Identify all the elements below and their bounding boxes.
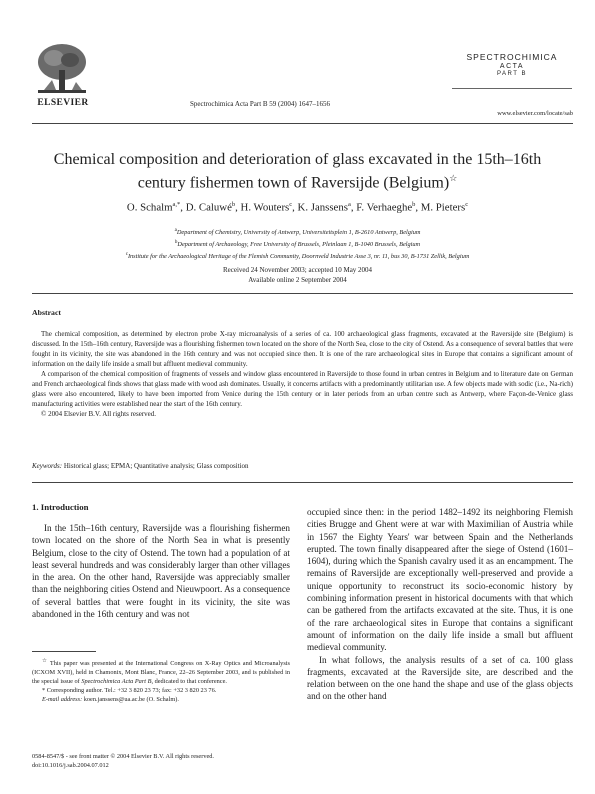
paper-title <box>40 150 555 192</box>
affiliation-item <box>40 238 555 250</box>
keywords-label: Keywords: <box>32 462 63 470</box>
body-paragraph: In the 15th–16th century, Raversijde was a flourishing fishermen town located on the shore of the North Sea in what is presently Belgium, close to the city of Ostend. The town had a population of at least several hundreds and was considerably larger than other villages in the area. On the other hand, Raversijde was appreciably smaller than the neighboring cities Ostend and Nieuwpoort. As a consequence of several battles that were fought in its vicinity, the site was abandoned in the 16th century and was not <box>32 523 290 620</box>
affiliation-item <box>40 250 555 262</box>
paper-title-text: Chemical composition and deterioration of glass excavated in the 15th–16th century fishermen town of Raversijde (Belgium) <box>53 151 542 192</box>
author-name: M. Pieters <box>420 201 466 214</box>
section-heading: 1. Introduction <box>32 502 89 512</box>
journal-reference: Spectrochimica Acta Part B 59 (2004) 1647–1656 <box>190 100 330 108</box>
affiliation-list <box>40 226 555 262</box>
abstract-heading: Abstract <box>32 308 62 317</box>
journal-logo-rule <box>452 88 572 89</box>
left-column <box>32 522 290 620</box>
footnotes <box>32 657 290 704</box>
publisher-name: ELSEVIER <box>37 98 89 108</box>
email-link[interactable]: koen.janssens@ua.ac.be (O. Schalm). <box>83 696 179 704</box>
affiliation-text: Institute for the Archaeological Heritage of the Flemish Community, Doornveld Industrie Asse 3, nr. 11, bus 30, B-1731 Zellik, Belgium <box>127 253 470 261</box>
footnote-email <box>32 695 290 704</box>
abstract-paragraph: The chemical composition, as determined by electron probe X-ray microanalysis of a series of ca. 100 archaeological glass fragments, excavated at the Raversijde site (Belgium) is discussed. In the 15th–16th century, Raversijde was a flourishing fishermen town located on the shore of the North Sea, close to the city of Ostend. As a consequence of several battles that were fought in its vicinity, the site was abandoned in the 16th century and was not occupied since then. It is one of the rare archaeological sites in Europe that contains a significant amount of information on the daily life inside a small but affluent medieval community. <box>32 330 573 368</box>
affiliation-text: Department of Archaeology, Free University of Brussels, Pleinlaan 1, B-1040 Brussels, Belgium <box>177 241 421 249</box>
body-paragraph: occupied since then: in the period 1482–1492 its neighboring Flemish cities Brugge and Ghent were at war with Maximilian of Austria while in 1567 the Eighty Years' war between Spain and the Netherlands erupted. The town finally disappeared after the siege of Ostend (1601–1604), during which the Spanish cavalry used it as an encampment. The remains of Raversijde are exceptionally well-preserved and provide a unique opportunity to reconstruct its socio-economic history by combining information present in historical documents with that which can be gathered from the artifacts excavated at the site. Thus, it is one of the rare archaeological sites in Europe that contains a significant amount of information on the daily life inside a small but affluent medieval community. <box>307 507 573 653</box>
body-paragraph: In what follows, the analysis results of a set of ca. 100 glass fragments, excavated at the Raversijde site, are described and the relation between on the one hand the shape and use of the glass objects and on the other hand <box>307 654 573 702</box>
author-list: O. Schalm$^{a,*}$, D. Caluwé$^b$, H. Wouters$^c$, K. Janssens$^a$, F. Verhaeghe$^b$, M. Pieters$^c$ <box>126 201 469 214</box>
header-divider <box>32 123 573 124</box>
footnote-text: Corresponding author. Tel.: +32 3 820 23 73; fax: +32 3 820 23 76. <box>46 687 217 695</box>
journal-logo-line-2: ACTA <box>499 63 525 70</box>
author-affiliation-mark: c <box>289 201 293 208</box>
title-footnote-mark[interactable]: ☆ <box>449 173 458 183</box>
author-affiliation-mark: c <box>465 201 469 208</box>
footnote-star <box>32 657 290 686</box>
author-name: D. Caluwé <box>185 201 232 214</box>
footnote-mark: * <box>42 687 46 695</box>
abstract-copyright: © 2004 Elsevier B.V. All rights reserved. <box>41 410 157 418</box>
received-date: Received 24 November 2003; accepted 10 May 2004 <box>222 266 373 274</box>
author-affiliation-mark: a,* <box>172 201 181 208</box>
author-affiliation-mark: b <box>412 201 416 208</box>
keywords-line <box>32 462 573 470</box>
online-date: Available online 2 September 2004 <box>248 276 347 284</box>
abstract-paragraph: A comparison of the chemical composition of fragments of vessels and window glass encountered in Raversijde to those found in urban centres in Belgium and to literature date on German and French archaeological finds shows that glass made with wood ash dominates. Usually, it concerns artifacts with a predominantly utilitarian use. A few objects made with sodic (i.e., Na-rich) glass were also encountered, likely to have been imported from Venice during the 15th century or in later periods from an urban centre such as Antwerp, where Façon-de-Venice glass manufacturing activities were established near the start of the 16th century. <box>32 370 573 408</box>
footnote-mark: ☆ <box>42 658 48 664</box>
footnote-corresponding <box>32 686 290 695</box>
author-name: F. Verhaeghe <box>356 201 413 214</box>
article-dates <box>40 265 555 285</box>
journal-url-link[interactable]: www.elsevier.com/locate/sab <box>497 110 573 117</box>
elsevier-tree-logo <box>32 40 92 98</box>
author-affiliation-mark: b <box>231 201 236 208</box>
author-name: O. Schalm <box>126 201 173 214</box>
email-label: E-mail address: <box>42 696 83 704</box>
abstract-top-divider <box>32 293 573 294</box>
author-name: K. Janssens <box>297 201 348 214</box>
doi-link[interactable]: doi:10.1016/j.sab.2004.07.012 <box>32 762 109 769</box>
right-column <box>307 506 573 703</box>
abstract-bottom-divider <box>32 482 573 483</box>
abstract-body <box>32 329 573 419</box>
footnote-journal-name: Spectrochimica Acta Part B <box>81 678 152 686</box>
footnote-divider <box>32 651 96 652</box>
affiliation-mark: b <box>174 240 178 246</box>
author-affiliation-mark: a <box>347 201 351 208</box>
affiliation-mark: a <box>174 228 177 233</box>
author-name: H. Wouters <box>240 201 290 214</box>
affiliation-item <box>40 226 555 238</box>
keywords-value: Historical glass; EPMA; Quantitative analysis; Glass composition <box>63 462 249 470</box>
journal-logo-line-3: PART B <box>496 71 527 77</box>
journal-logo <box>452 52 572 77</box>
issn-line: 0584-8547/$ - see front matter © 2004 Elsevier B.V. All rights reserved. <box>32 753 214 760</box>
affiliation-mark: c <box>125 252 128 258</box>
journal-logo-line-1: SPECTROCHIMICA <box>466 52 558 62</box>
footnote-text: , dedicated to that conference. <box>151 678 227 686</box>
issn-doi-block <box>32 752 290 770</box>
footnote-text: This paper was presented at the International Congress on X-Ray Optics and Microanalysis (ICXOM XVII), held in Chamonix, Mont Blanc, France, 22–26 September 2003, and is published in the special issue of <box>32 660 290 686</box>
affiliation-text: Department of Chemistry, University of Antwerp, Universiteitsplein 1, B-2610 Antwerp, Belgium <box>176 229 421 237</box>
